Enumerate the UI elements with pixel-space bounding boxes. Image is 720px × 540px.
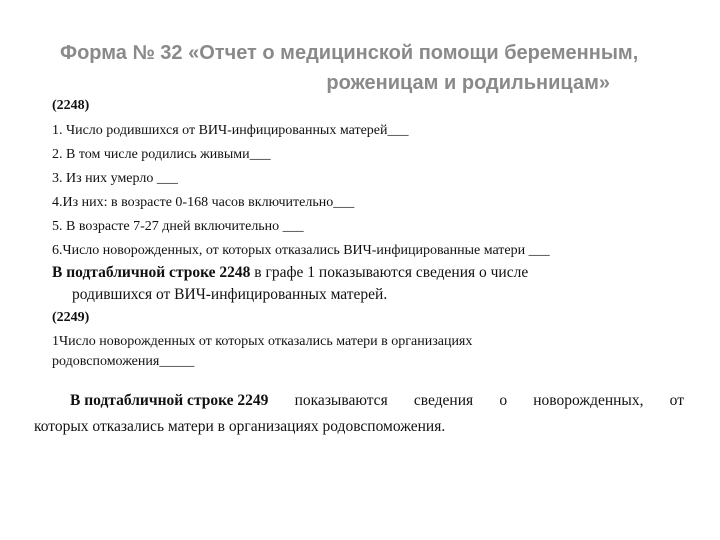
form-title-line-2: роженицам и родильницам» <box>326 72 610 94</box>
list-item-2248-1: 1. Число родившихся от ВИЧ-инфицированных матерей___ <box>52 123 409 138</box>
note-2249-paragraph <box>34 388 684 440</box>
note-2248-paragraph <box>52 262 672 306</box>
list-item-2248-3: 3. Из них умерло ___ <box>52 171 178 186</box>
list-item-2248-6: 6.Число новорожденных, от которых отказались ВИЧ-инфицированные матери ___ <box>52 243 550 258</box>
note-2249-bold: В подтабличной строке 2249 <box>70 392 269 409</box>
list-item-2248-5: 5. В возрасте 7-27 дней включительно ___ <box>52 219 304 234</box>
note-2249-word: о <box>499 392 508 409</box>
list-item-2248-2: 2. В том числе родились живыми___ <box>52 147 271 162</box>
note-2248-bold: В подтабличной строке 2248 <box>52 264 251 281</box>
form-title-line-1: Форма № 32 «Отчет о медицинской помощи беременным, <box>60 42 639 64</box>
list-item-2248-4: 4.Из них: в возрасте 0-168 часов включительно___ <box>52 195 355 210</box>
note-2249-word: сведения <box>413 392 474 409</box>
list-item-2249-1-line-1: 1Число новорожденных от которых отказались матери в организациях <box>52 334 473 349</box>
note-2249-word: новорожденных, <box>533 392 644 409</box>
row-code-2248: (2248) <box>52 98 90 113</box>
form-title <box>60 38 639 98</box>
note-2248-line-2: родившихся от ВИЧ-инфицированных матерей. <box>72 286 388 303</box>
note-2249-line-2: которых отказались матери в организациях родовспоможения. <box>34 418 446 435</box>
row-code-2249: (2249) <box>52 310 90 325</box>
note-2249-word: показываются <box>294 392 388 409</box>
list-item-2249-1-line-2: родовспоможения_____ <box>52 354 195 369</box>
note-2248-text: в графе 1 показываются сведения о числе <box>250 264 529 281</box>
note-2249-word: от <box>669 392 684 409</box>
